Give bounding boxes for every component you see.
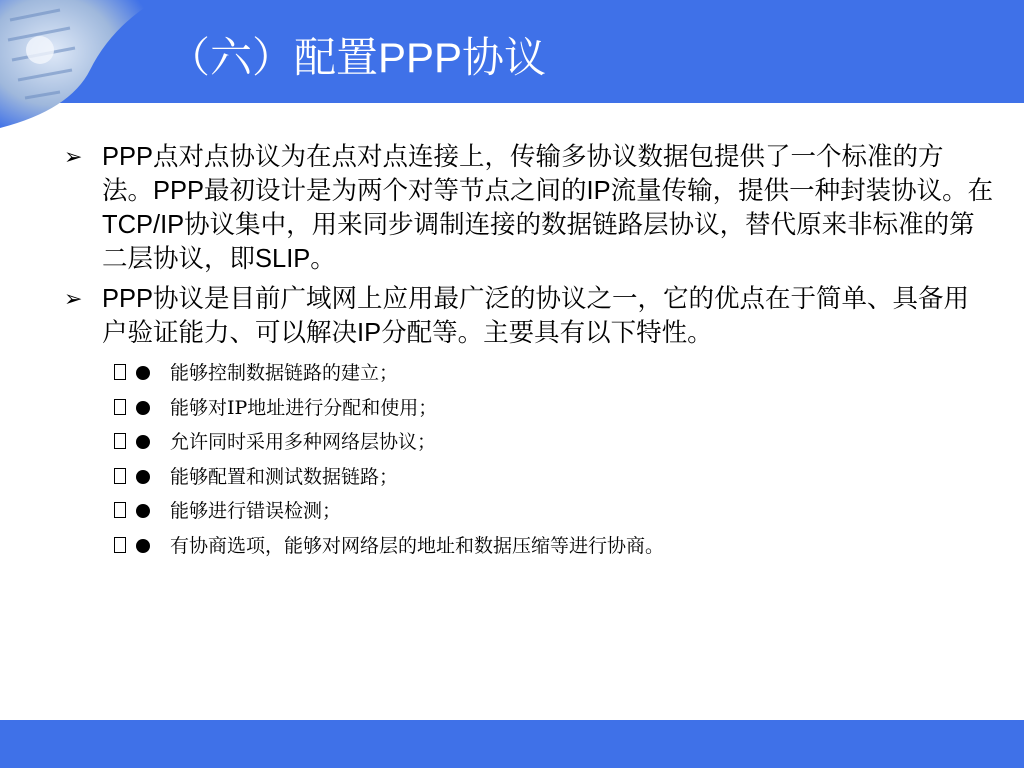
missing-glyph-icon: [114, 433, 126, 449]
list-item: [64, 460, 994, 495]
filled-circle-icon: [136, 539, 150, 553]
list-item-text: 能够对IP地址进行分配和使用；: [170, 396, 438, 419]
feature-list: [64, 356, 994, 563]
missing-glyph-icon: [114, 537, 126, 553]
missing-glyph-icon: [114, 399, 126, 415]
missing-glyph-icon: [114, 468, 126, 484]
missing-glyph-icon: [114, 364, 126, 380]
filled-circle-icon: [136, 401, 150, 415]
list-item-text: 能够进行错误检测；: [170, 500, 342, 522]
slide-body: [64, 140, 994, 563]
missing-glyph-icon: [114, 502, 126, 518]
list-item-text: 有协商选项，能够对网络层的地址和数据压缩等进行协商。: [170, 534, 665, 557]
list-item: [64, 391, 994, 426]
arrow-bullet-icon: ➢: [64, 144, 83, 169]
bullet-item: [64, 140, 994, 276]
list-item: [64, 425, 994, 460]
title-bar: [0, 0, 1024, 103]
bullet-text: PPP点对点协议为在点对点连接上，传输多协议数据包提供了一个标准的方法。PPP最初设计是为两个对等节点之间的IP流量传输，提供一种封装协议。在 TCP/IP协议集中，用来同步调制连接的数据链路层协议，替代原来非标准的第二层协议，即SLIP。: [102, 143, 994, 273]
keyboard-photo-decoration: [0, 0, 150, 128]
list-item: [64, 529, 994, 564]
filled-circle-icon: [136, 504, 150, 518]
bullet-item: [64, 282, 994, 350]
slide-title: （六）配置PPP协议: [168, 34, 547, 81]
filled-circle-icon: [136, 366, 150, 380]
bullet-text: PPP协议是目前广域网上应用最广泛的协议之一，它的优点在于简单、具备用户验证能力、可以解决IP分配等。主要具有以下特性。: [102, 285, 970, 347]
list-item-text: 允许同时采用多种网络层协议；: [170, 431, 437, 453]
list-item: [64, 494, 994, 529]
list-item-text: 能够控制数据链路的建立；: [170, 362, 399, 384]
arrow-bullet-icon: ➢: [64, 286, 83, 311]
filled-circle-icon: [136, 435, 150, 449]
list-item-text: 能够配置和测试数据链路；: [170, 465, 399, 488]
footer-bar: [0, 720, 1024, 768]
filled-circle-icon: [136, 470, 150, 484]
list-item: [64, 356, 994, 391]
